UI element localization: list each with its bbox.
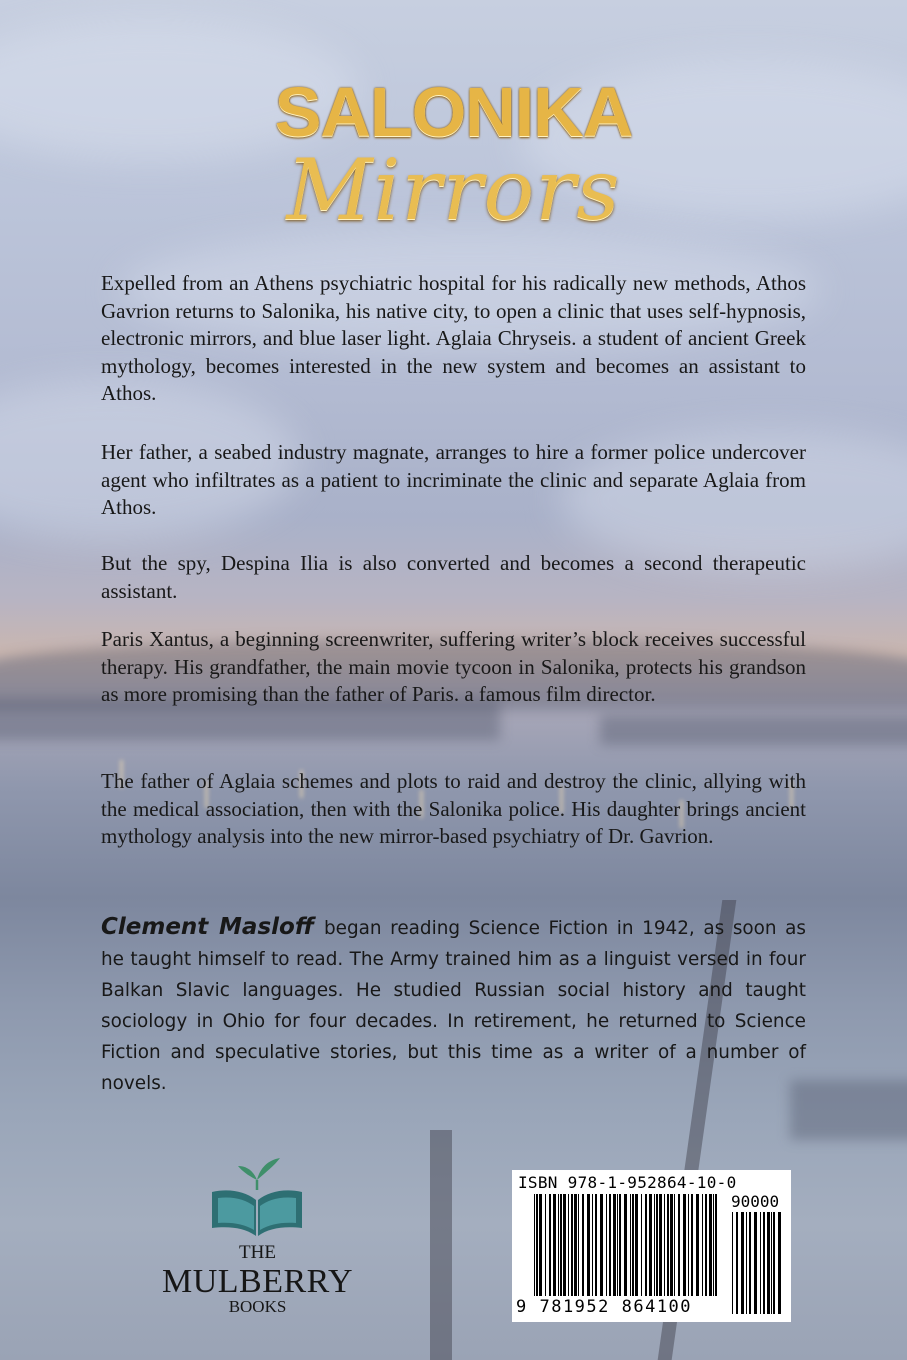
barcode-bar [713, 1194, 714, 1296]
barcode-bar [553, 1194, 556, 1296]
barcode-bar [632, 1194, 634, 1296]
barcode-bar [619, 1194, 621, 1296]
isbn-text: ISBN 978-1-952864-10-0 [518, 1173, 737, 1192]
barcode-bar [645, 1194, 647, 1296]
barcode-bar [746, 1212, 747, 1314]
barcode-bar [715, 1194, 717, 1296]
barcode-bar [771, 1212, 772, 1314]
barcode-bar [613, 1194, 616, 1296]
barcode-bar [578, 1194, 579, 1296]
barcode-bar [539, 1194, 542, 1296]
author-bio-text: began reading Science Fiction in 1942, as soon as he taught himself to read. The Army trained him as a linguist versed in four Balkan Slavic languages. He studied Russian social history and taught sociology in Ohio for four decades. In retirement, he returned to Science Fiction and speculative stories, but this time as a writer of a number of novels. [101, 918, 806, 1094]
barcode-bar [534, 1194, 535, 1296]
barcode-bar [667, 1194, 669, 1296]
barcode-bar [736, 1212, 738, 1314]
barcode-bar [587, 1194, 590, 1296]
barcode-bar [709, 1194, 712, 1296]
barcode-bar [678, 1194, 680, 1296]
barcode-bar [674, 1194, 675, 1296]
barcode-bar [741, 1212, 744, 1314]
barcode-bar [568, 1194, 569, 1296]
barcode-bar [664, 1194, 665, 1296]
publisher-name: MULBERRY [161, 1263, 354, 1300]
barcode-bar [600, 1194, 603, 1296]
blurb-paragraph: But the spy, Despina Ilia is also converted and becomes a second therapeutic assistant. [101, 551, 806, 603]
barcode-bar [773, 1212, 775, 1314]
barcode-bar [688, 1194, 689, 1296]
barcode-bar [754, 1212, 757, 1314]
barcode-bar [617, 1194, 618, 1296]
barcode-bar [549, 1194, 551, 1296]
barcode-bar [683, 1194, 686, 1296]
barcode-bar [705, 1194, 707, 1296]
barcode-bar [749, 1212, 751, 1314]
barcode-bar [691, 1194, 693, 1296]
blurb-paragraph: Her father, a seabed industry magnate, arranges to hire a former police undercover agent who infiltrates as a patient to incriminate the clinic and separate Aglaia from Athos. [101, 440, 806, 520]
barcode-bar [702, 1194, 703, 1296]
barcode-digits: 9 781952 864100 [516, 1297, 693, 1317]
isbn-barcode [512, 1170, 791, 1322]
barcode-bar [563, 1194, 566, 1296]
barcode-bar [595, 1194, 597, 1296]
barcode-bar [641, 1194, 642, 1296]
blurb-paragraph: Paris Xantus, a beginning screenwriter, suffering writer’s block receives successful therapy. His grandfather, the main movie tycoon in Salonika, protects his grandson as more promising than the father of Paris. a famous film director. [101, 627, 806, 707]
barcode-bar [630, 1194, 631, 1296]
barcode-bar [670, 1194, 673, 1296]
barcode-bar [649, 1194, 652, 1296]
barcode-bar [560, 1194, 562, 1296]
barcode-bar [760, 1212, 761, 1314]
title-mirrors: Mirrors [286, 141, 621, 239]
barcode-bar [582, 1194, 584, 1296]
barcode-bar [635, 1194, 638, 1296]
barcode-bar [656, 1194, 658, 1296]
blurb-paragraph: Expelled from an Athens psychiatric hospital for his radically new methods, Athos Gavrion returns to Salonika, his native city, to open a clinic that uses self-hypnosis, electronic mirrors, and blue laser light. Aglaia Chryseis. a student of ancient Greek mythology, becomes interested in the new system and becomes an assistant to Athos. [101, 271, 806, 406]
barcode-bar [558, 1194, 559, 1296]
barcode-bar [763, 1212, 765, 1314]
author-name: Clement Masloff [101, 914, 314, 940]
barcode-bar [659, 1194, 662, 1296]
barcode-bar [571, 1194, 573, 1296]
barcode-bar [592, 1194, 593, 1296]
barcode-addon: 90000 [731, 1192, 780, 1211]
barcode-bar [624, 1194, 627, 1296]
barcode-bar [767, 1212, 770, 1314]
title-salonika: SALONIKA [274, 73, 633, 151]
open-book-sprout-icon [150, 1150, 365, 1245]
blurb-paragraph: The father of Aglaia schemes and plots to raid and destroy the clinic, allying with the medical association, then with the Salonika police. His daughter brings ancient mythology analysis into the new mirror-based psychiatry of Dr. Gavrion. [101, 769, 806, 849]
barcode-bar [696, 1194, 699, 1296]
barcode-bar [609, 1194, 611, 1296]
publisher-books: BOOKS [228, 1297, 287, 1316]
publisher-the: THE [239, 1242, 276, 1263]
barcode-bar [732, 1212, 733, 1314]
publisher-logo [150, 1150, 365, 1320]
barcode-bar [654, 1194, 655, 1296]
barcode-bar [778, 1212, 781, 1314]
barcode-bar [574, 1194, 577, 1296]
author-bio [101, 912, 806, 1099]
barcode-bar [536, 1194, 538, 1296]
barcode-bar [606, 1194, 607, 1296]
barcode-bar [545, 1194, 546, 1296]
